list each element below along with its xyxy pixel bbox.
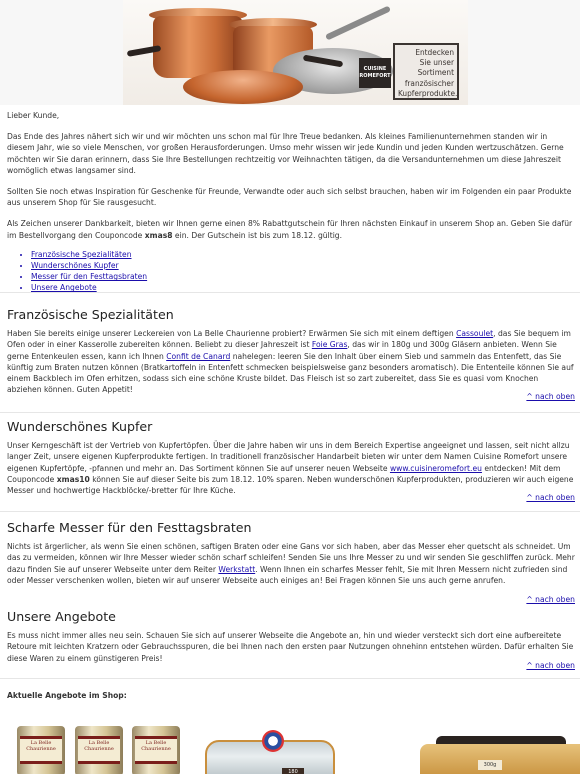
product-image-cassoulet[interactable] [75,726,123,774]
coupon-paragraph [7,218,575,240]
section-title: Französische Spezialitäten [7,307,174,322]
foie-gras-link[interactable]: Foie Gras [311,340,348,350]
toc-item [31,271,575,282]
section-title: Scharfe Messer für den Festtagsbraten [7,520,252,535]
section-text-part: , das wir in 180g und 300g Gläsern anbieten. Wenn Sie gerne Entenkeulen essen, kann ich Ihnen [7,340,557,361]
cassoulet-link[interactable]: Cassoulet [456,329,494,339]
promo-line: Entdecken [415,47,454,57]
promo-line: Kupferprodukte. [398,87,458,98]
section-text: Es muss nicht immer alles neu sein. Schauen Sie sich auf unserer Webseite die Angebote an, hin und wieder versteckt sich dort eine aufbereitete Retoure mit leichten Kratzern oder Gebrauchsspuren, die bei Ihnen nach den ersten paar Nutzungen ohnehinn entstehen würden. Dafür erhalten Sie diese Waren zu einem günstigeren Preis! [7,631,574,663]
divider [0,412,580,413]
back-to-top-link[interactable]: ^ nach oben [526,595,575,604]
toc-link-spezialitaeten[interactable]: Französische Spezialitäten [31,249,132,259]
toc-link-messer[interactable]: Messer für den Festtagsbraten [31,272,148,282]
toc-item [31,249,575,260]
can-brand: La Belle Chaurienne [26,740,56,752]
section-text [7,440,575,496]
section-text-part: , das Sie bequem im Ofen oder in einer Kasserolle zubereiten können. Beliebt zu dieser Jahreszeit ist [7,329,571,350]
back-to-top-link[interactable]: ^ nach oben [526,661,575,670]
seal-icon [262,730,284,752]
confit-de-canard-link[interactable]: Confit de Canard [166,351,231,361]
section-messer [7,520,575,604]
coupon-code: xmas10 [56,474,90,484]
section-text-part: entdecken! Mit dem Couponcode [7,463,561,484]
section-text-part: nahelegen: leeren Sie den Inhalt über einem Sieb und sammeln das Entenfett, das Sie künftig zum Braten nutzen können (Bratkartoffeln in Entenfett schmecken beispielsweise ganz besonders aromatisch). Die Ententeile können Sie auf einem Backblech im Ofen erhitzen, sodass sich eine schöne Kruste bildet. Das Fleisch ist so zart zubereitet, dass Sie es quasi vom Knochen abziehen können. Guten Appetit! [7,351,574,395]
promo-line: Sortiment [417,67,454,78]
can-brand: La Belle Chaurienne [84,740,114,752]
product-image-cassoulet[interactable] [132,726,180,774]
section-angebote [7,609,575,670]
greeting: Lieber Kunde, [7,111,60,120]
coupon-text: Als Zeichen unserer Dankbarkeit, bieten wir Ihnen gerne einen 8% Rabattgutschein für Ihren nächsten Einkauf in unserem Shop an. Geben Sie dafür im Bestellvorgang den Couponcode [7,219,573,240]
cuisine-romefort-logo: CUISINE ROMEFORT [359,58,391,88]
section-spezialitaeten [7,307,575,401]
offers-heading: Aktuelle Angebote im Shop: [7,691,127,700]
section-title: Wunderschönes Kupfer [7,419,153,434]
jar-label [282,768,304,774]
table-of-contents [7,249,575,294]
back-to-top-link[interactable]: ^ nach oben [526,392,575,401]
intro-text [7,110,575,294]
intro-paragraph: Das Ende des Jahres nähert sich wir und wir möchten uns schon mal für Ihre Treue bedanken. Als kleines Familienunternehmen standen wir in diesem Jahr, wie so viele Menschen, vor großen Herausforderungen. Umso mehr wissen wir jede Kundin und jeden Kunden wertzuschätzen. Gerne möchten wir Sie daran erinnern, dass Sie Ihre Bestellungen rechtzeitig vor Weihnachten tätigen, da die Versandunternehmen um diese Jahreszeit womöglich etwas langsamer sind. [7,132,564,175]
coupon-text: ein. Der Gutschein ist bis zum 18.12. gültig. [172,230,343,240]
section-text-part: können Sie auf dieser Seite bis zum 18.12. 10% sparen. Neben wunderschönen Kupferprodukten, produzieren wir auch eigene Messer und hochwertige Hackblöcke/-bretter für Ihre Küche. [7,474,574,496]
divider [0,678,580,679]
pan-handle [325,5,391,40]
section-text-part: Haben Sie bereits einige unserer Leckereien von La Belle Chaurienne probiert? Erwärmen Sie sich mit einem deftigen [7,329,457,339]
header-banner [0,0,580,105]
section-text [7,541,575,586]
section-title: Unsere Angebote [7,609,116,624]
werkstatt-link[interactable]: Werkstatt [218,564,256,574]
section-text [7,328,575,395]
back-to-top-link[interactable]: ^ nach oben [526,493,575,502]
section-text-part: Nichts ist ärgerlicher, als wenn Sie einen schönen, saftigen Braten oder eine Gans vor sich haben, aber das Messer eher quetscht als schneidet. Um das zu vermeiden, können wir Ihre Messer wieder schön scharf schleifen! Senden Sie uns Ihre Messer zu und wir senden Sie geschliffen zurück. Mehr dazu finden Sie auf unserer Webseite unter dem Reiter [7,542,575,574]
can-brand: La Belle Chaurienne [141,740,171,752]
promo-box [393,43,459,100]
toc-link-kupfer[interactable]: Wunderschönes Kupfer [31,261,119,271]
section-kupfer [7,419,575,502]
promo-line: französischer [404,77,454,88]
divider [0,511,580,512]
intro-paragraph: Sollten Sie noch etwas Inspiration für Geschenke für Freunde, Verwandte oder auch sich selbst brauchen, haben wir im Folgenden ein paar Produkte aus unserem Shop für Sie rausgesucht. [7,187,572,208]
section-text-part: . Wenn Ihnen ein scharfes Messer fehlt, Sie mit Ihren Messern nicht zufrieden sind oder Messer verschenken wollen, bieten wir auf unserer Webseite auch einiges an! Bei Fragen können Sie uns auch gerne anrufen. [7,564,568,585]
tin-weight-label: 300g [478,760,502,770]
copper-saute-pan [183,70,303,104]
divider [0,292,580,293]
toc-item [31,260,575,271]
section-text-part: Unser Kerngeschäft ist der Vertrieb von Kupfertöpfen. Über die Jahre haben wir uns in dem Bereich Expertise angeeignet und lassen, seit nicht allzu langer Zeit, unsere eigenen Kupferprodukte fertigen. In traditionell französischer Handarbeit bieten wir unter dem Namen Cuisine Romefort unsere eigenen Kupfertöpfe, -pfannen und mehr an. Das Sortiment können Sie auf unserer neuen Webseite [7,441,570,473]
product-image-cassoulet[interactable] [17,726,65,774]
cuisineromefort-link[interactable]: www.cuisineromefort.eu [389,463,482,473]
copper-cookware-image[interactable] [123,0,468,105]
toc-link-angebote[interactable]: Unsere Angebote [31,283,97,293]
coupon-code: xmas8 [144,230,173,240]
jar-weight: 180 [288,769,298,774]
promo-line: Sie unser [419,57,454,68]
